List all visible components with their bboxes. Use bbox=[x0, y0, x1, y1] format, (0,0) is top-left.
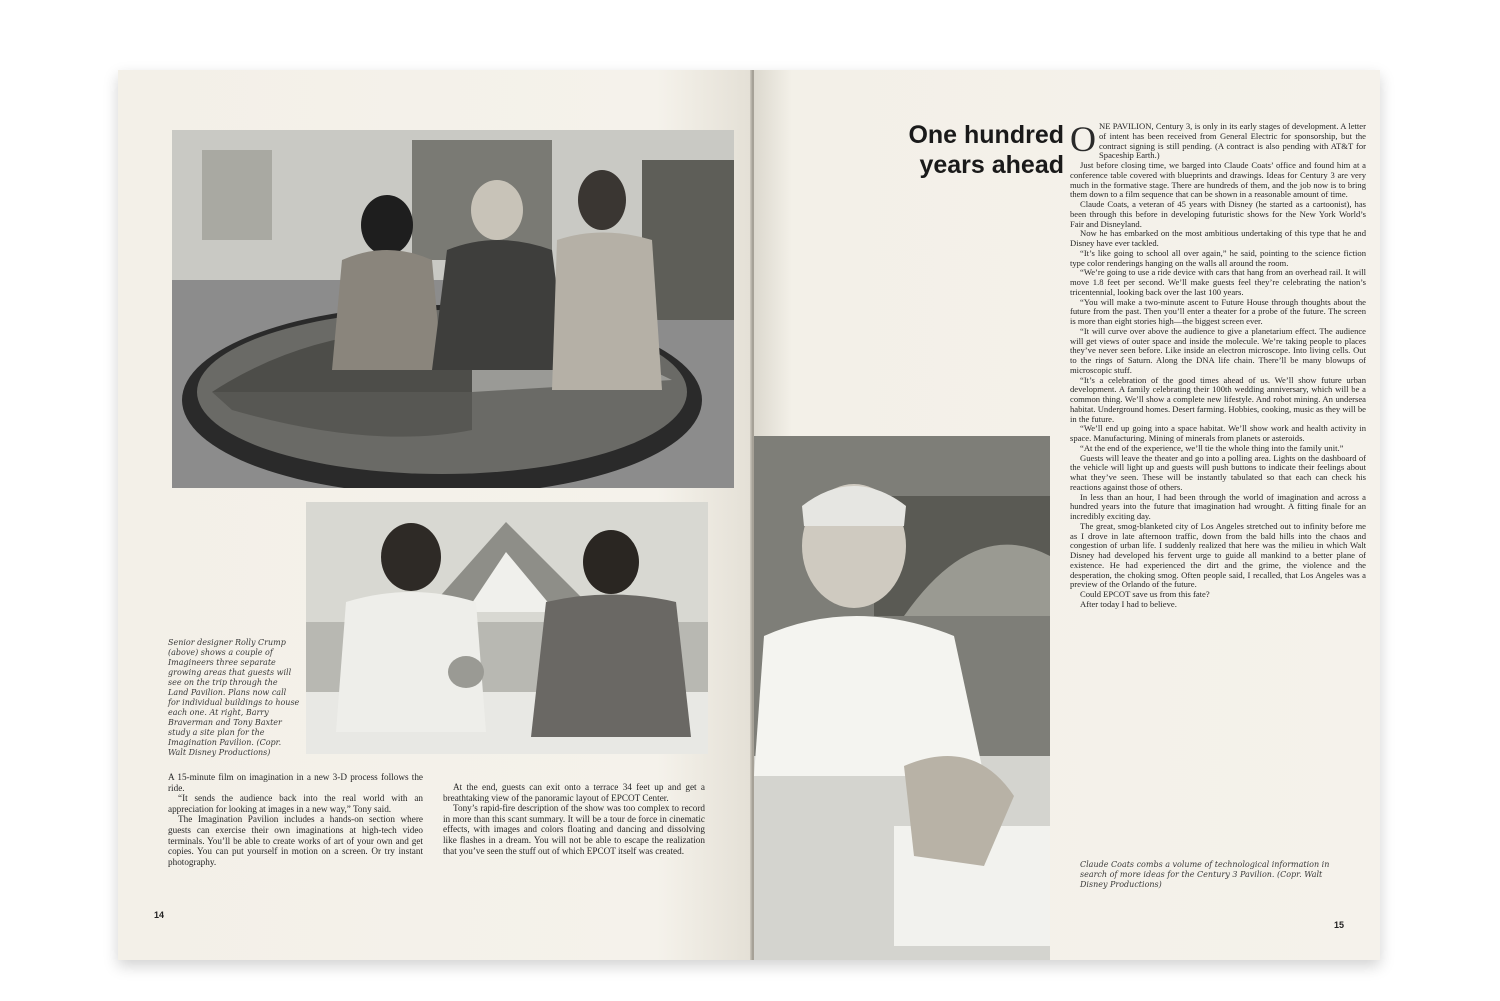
paragraph: “You will make a two-minute ascent to Future House through thoughts about the future from the past. Then you’ll enter a theater for a probe of the future. The screen is more than eight stories high—the biggest screen ever. bbox=[1070, 296, 1366, 326]
photo-model-review bbox=[172, 130, 734, 488]
paragraph: “It sends the audience back into the real world with an appreciation for looking at images in a new way,” Tony said. bbox=[168, 793, 423, 814]
left-photo-caption: Senior designer Rolly Crump (above) shows a couple of Imagineers three separate growing areas that guests will see on the trip through the Land Pavilion. Plans now call for individual buildings to house each one. At right, Barry Braverman and Tony Baxter study a site plan for the Imagination Pavilion. (Copr. Walt Disney Productions) bbox=[168, 638, 300, 757]
lead-text: NE PAVILION, Century 3, is only in its early stages of development. A letter of intent has been received from General Electric for sponsorship, but the contract signing is still pending. (A contract is also pending with AT&T for Spaceship Earth.) bbox=[1099, 121, 1366, 161]
paragraph: Could EPCOT save us from this fate? bbox=[1080, 589, 1210, 599]
lead-paragraph bbox=[1070, 119, 1366, 161]
right-page bbox=[754, 70, 1380, 960]
paragraph: Just before closing time, we barged into Claude Coats’ office and found him at a conference table covered with blueprints and drawings. Ideas for Century 3 are very much in the formative stage. There are hundreds of them, and the job now is to bring them down to a film sequence that can be shown in a reasonable amount of time. bbox=[1070, 160, 1366, 200]
paragraph: At the end, guests can exit onto a terrace 34 feet up and get a breathtaking view of the panoramic layout of EPCOT Center. bbox=[443, 782, 705, 803]
paragraph: “We’ll end up going into a space habitat. We’ll show work and health activity in space. Manufacturing. Mining of minerals from planets or asteroids. bbox=[1070, 423, 1366, 443]
right-text-column bbox=[1070, 119, 1366, 610]
paragraph: After today I had to believe. bbox=[1080, 598, 1177, 609]
paragraph: “It’s a celebration of the good times ahead of us. We’ll show future urban development. A family celebrating their 100th wedding anniversary, which will be a common thing. We’ll show a complete new lifestyle. And robot mining. An undersea habitat. Underground homes. Desert farming. Hobbies, cooking, music as they will be in the future. bbox=[1070, 374, 1366, 424]
left-page bbox=[118, 70, 752, 960]
open-magazine bbox=[118, 70, 1380, 960]
paragraph: Now he has embarked on the most ambitious undertaking of this type that he and Disney have ever tackled. bbox=[1070, 228, 1366, 248]
paragraph: “At the end of the experience, we’ll tie the whole thing into the family unit.” bbox=[1080, 442, 1344, 453]
paragraph: Tony’s rapid-fire description of the show was too complex to record in more than this scant summary. It will be a tour de force in cinematic effects, with images and colors floating and dancing and dissolving like flashes in a dream. You will not be able to escape the realization that you’ve seen the stuff out of which EPCOT itself was created. bbox=[443, 803, 705, 856]
paragraph: The Imagination Pavilion includes a hands-on section where guests can exercise their own imaginations at high-tech video terminals. You’ll be able to create works of art of your own and get copies. You can put yourself in motion on a screen. Or try instant photography. bbox=[168, 814, 423, 867]
paragraph: The great, smog-blanketed city of Los Angeles stretched out to infinity before me as I drove in late afternoon traffic, down from the bald hills into the chaos and congestion of urban life. I suddenly realized that here was the milieu in which Walt Disney had developed his fervent urge to guide all mankind to a better plane of existence. He had experienced the dirt and the grime, the violence and the desperation, the choking smog. Often people said, I recalled, that Los Angeles was a preview of the Orlando of the future. bbox=[1070, 520, 1366, 590]
left-column-2 bbox=[443, 782, 705, 856]
headline-line-1: One hundred bbox=[908, 121, 1064, 149]
paragraph: “We’re going to use a ride device with cars that hang from an overhead rail. It will move 1.8 feet per second. We’ll make guests feel they’re celebrating the nation’s tricentennial, looking back over the last 100 years. bbox=[1070, 267, 1366, 297]
paragraph: A 15-minute film on imagination in a new 3-D process follows the ride. bbox=[168, 772, 423, 793]
photo-site-plan-study bbox=[306, 502, 708, 754]
headline-line-2: years ahead bbox=[919, 151, 1064, 179]
photo-claude-coats bbox=[754, 436, 1050, 960]
drop-cap: O bbox=[1070, 119, 1096, 159]
paragraph: “It will curve over above the audience to give a planetarium effect. The audience will get views of outer space and inside the molecule. We’re taking people to places they’ve never seen before. Like inside an electron microscope. Into living cells. Out to the rings of Saturn. Along the DNA life chain. There’ll be many blowups of microscopic stuff. bbox=[1070, 325, 1366, 375]
paragraph: Claude Coats, a veteran of 45 years with Disney (he started as a cartoonist), has been through this before in developing futuristic shows for the New York World’s Fair and Disneyland. bbox=[1070, 199, 1366, 229]
article-headline bbox=[814, 120, 1064, 180]
page-number-left: 14 bbox=[154, 910, 165, 920]
paragraph: In less than an hour, I had been through the world of imagination and across a hundred years into the future that imagination had wrought. A fitting finale for an incredibly exciting day. bbox=[1070, 491, 1366, 521]
left-column-1 bbox=[168, 772, 423, 867]
right-photo-caption: Claude Coats combs a volume of technological information in search of more ideas for the Century 3 Pavilion. (Copr. Walt Disney Productions) bbox=[1080, 860, 1330, 889]
paragraph: “It’s like going to school all over again,” he said, pointing to the science fiction type color renderings hanging on the walls all around the room. bbox=[1070, 247, 1366, 268]
page-number-right: 15 bbox=[1334, 920, 1345, 930]
paragraph: Guests will leave the theater and go into a polling area. Lights on the dashboard of the vehicle will light up and guests will push buttons to indicate their feelings about what they’ve seen. These will be instantly tabulated so that each can check his reactions against those of others. bbox=[1070, 452, 1366, 492]
